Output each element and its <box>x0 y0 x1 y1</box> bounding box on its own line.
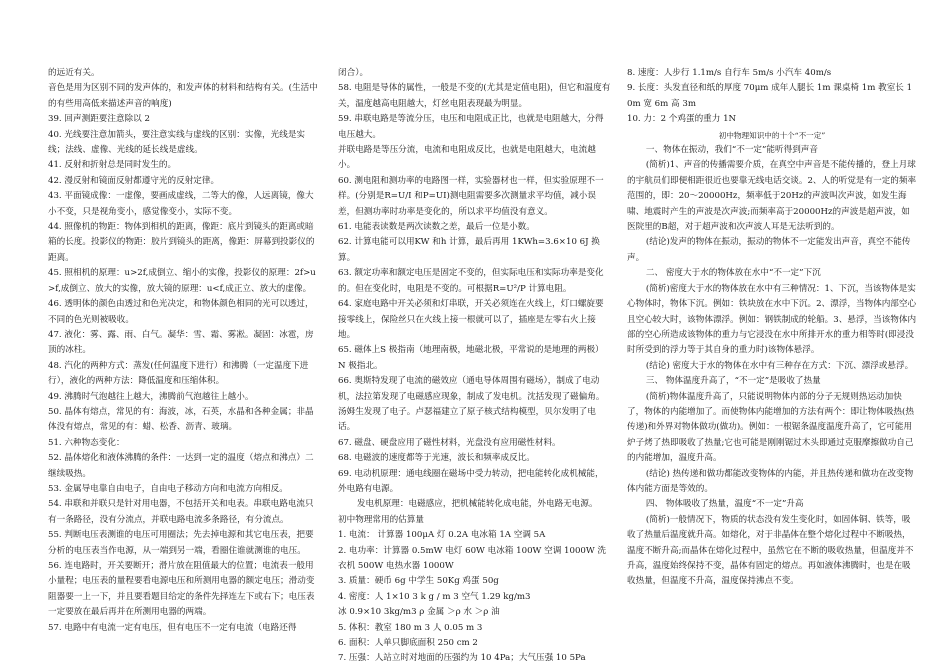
paragraph: 7. 压强：人站立时对地面的压强约为 10 4Pa；大气压强 10 5Pa <box>338 653 586 664</box>
paragraph: 四、 物体吸收了热量，温度“不一定”升高 <box>645 499 804 510</box>
paragraph: 41. 反射和折射总是同时发生的。 <box>48 160 177 171</box>
paragraph: 68. 电磁波的速度都等于光速，波长和频率成反比。 <box>338 453 535 464</box>
paragraph: 并联电路是等压分流，电流和电阻成反比，也就是电阻越大，电流越小。 <box>338 145 596 171</box>
paragraph: 39. 回声测距要注意除以 2 <box>48 114 150 125</box>
paragraph: 2. 电功率：计算器 0.5mW 电灯 60W 电冰箱 100W 空调 1000W 洗衣机 500W 电热水器 1000W <box>338 545 607 571</box>
paragraph: 49. 沸腾时气泡越往上越大，沸腾前气泡越往上越小。 <box>48 391 254 402</box>
paragraph: 一、物体在振动，我们“不一定”能听得到声音 <box>645 145 818 156</box>
text-column-middle <box>338 66 611 667</box>
paragraph: 初中物理知识中的十个“不一定” <box>718 130 826 140</box>
paragraph: 4. 密度：人 1×10 3 k g / m 3 空气 1.29 kg/m3 <box>338 591 531 602</box>
paragraph: 50. 晶体有熔点，常见的有：海波，冰，石英，水晶和各种金属；非晶体没有熔点，常见的有：蜡、松香、沥青、玻璃。 <box>48 406 314 433</box>
paragraph: 54. 串联和并联只是针对用电器，不包括开关和电表。串联电路电流只有一条路径，没有分流点，并联电路电流多条路径，有分流点。 <box>48 499 314 525</box>
text-column-left <box>48 66 321 636</box>
paragraph: 40. 光线要注意加箭头，要注意实线与虚线的区别：实像，光线是实线；法线、虚像、光线的延长线是虚线。 <box>48 129 306 156</box>
paragraph: 55. 判断电压表测谁的电压可用圈法；先去掉电源和其它电压表，把要分析的电压表当作电源，从一端到另一端，看圈住谁就测谁的电压。 <box>48 530 314 556</box>
paragraph: 58. 电阻是导体的属性，一般是不变的(尤其是定值电阻)，但它和温度有关，温度越高电阻越大，灯丝电阻表现最为明显。 <box>338 83 611 109</box>
paragraph: (结论)发声的物体在振动，振动的物体不一定能发出声音，真空不能传声。 <box>627 237 911 263</box>
paragraph: 69. 电动机原理：通电线圈在磁场中受力转动，把电能转化成机械能，外电路有电源。 <box>338 468 604 494</box>
paragraph: 初中物理常用的估算量 <box>338 514 424 525</box>
paragraph: 46. 透明体的颜色由透过和色光决定，和物体颜色相同的光可以透过，不同的色光则被吸收。 <box>48 299 314 325</box>
paragraph: 61. 电能表读数是两次读数之差，最后一位是小数。 <box>338 222 535 233</box>
paragraph: 48. 汽化的两种方式：蒸发(任何温度下进行）和沸腾（一定温度下进行），液化的两种方法：降低温度和压缩体积。 <box>48 360 309 387</box>
paragraph: 53. 金属导电靠自由电子，自由电子移动方向和电流方向相反。 <box>48 483 288 494</box>
paragraph: 64. 家庭电路中开关必须和灯串联，开关必须连在火线上，灯口螺旋要接零线上，保险丝只在火线上接一根就可以了，插座是左零右火上接地。 <box>338 299 604 340</box>
paragraph: 47. 液化：雾、露、雨、白气。凝华：雪、霜、雾凇。凝固：冰雹，房顶的冰柱。 <box>48 329 314 356</box>
paragraph: 63. 额定功率和额定电压是固定不变的，但实际电压和实际功率是变化的。但在变化时，电阻是不变的。可根据R=U²/P 计算电阻。 <box>338 268 604 294</box>
paragraph: 56. 连电路时，开关要断开；滑片放在阻值最大的位置；电流表一般用小量程；电压表的量程要看电源电压和所测用电器的额定电压；滑动变阻器要一上一下，并且要看题目给定的条件先择连左下或右下；电压表一定要放在最后再并在所测用电器的两端。 <box>48 561 315 618</box>
paragraph: 音色是用为区别不同的发声体的，和发声体的材料和结构有关。(生活中的有些用高低来描述声音的响度) <box>48 83 318 109</box>
paragraph: (简析)物体温度升高了，只能说明物体内部的分子无规则热运动加快了，物体的内能增加了。而使物体内能增加的方法有两个：即让物体吸热(热传递)和外界对物体做功(做功)。例如：一根锯条温度温度升高了，它可能用炉子烤了热即吸收了热量;它也可能是刚刚锯过木头即通过克服摩擦做功自己的内能增加，温度升高。 <box>627 391 914 464</box>
paragraph: 二、 密度大于水的物体放在水中“不一定”下沉 <box>645 268 821 279</box>
paragraph: 59. 串联电路是等流分压，电压和电阻成正比，也就是电阻越大，分得电压越大。 <box>338 114 604 140</box>
paragraph: 三、 物体温度升高了，“不一定”是吸收了热量 <box>645 376 821 387</box>
paragraph: 6. 面积：人单只脚底面积 250 cm 2 <box>338 638 478 649</box>
paragraph: 62. 计算电能可以用KW 和h 计算，最后再用 1KWh=3.6×10 6J 换算。 <box>338 237 600 263</box>
paragraph: 51. 六种物态变化： <box>48 437 125 448</box>
paragraph: (简析)密度大于水的物体放在水中有三种情况：1、下沉，当该物体是实心物体时，物体下沉。例如：铁块放在水中下沉。2、漂浮，当物体内部空心且空心较大时，该物体漂浮。例如：钢铁制成的轮船。3、悬浮，当该物体内部的空心所造成该物体的重力与它浸没在水中所排开水的重力相等时(即浸没时所受到的浮力等于其自身的重力时)该物体悬浮。 <box>627 283 917 356</box>
paragraph: 44. 照像机的物距：物体到相机的距离，像距：底片到镜头的距离或暗箱的长度。投影仪的物距：胶片到镜头的距离，像距：屏幕到投影仪的距离。 <box>48 222 315 263</box>
text-column-right <box>627 66 917 590</box>
paragraph: (结论) 热传递和做功都能改变物体的内能，并且热传递和做功在改变物体内能方面是等效的。 <box>627 468 914 494</box>
paragraph: (结论) 密度大于水的物体在水中有三种存在方式：下沉、漂浮或悬浮。 <box>645 360 914 371</box>
paragraph: 闭合）。 <box>338 68 369 78</box>
paragraph: 67. 磁盘、硬盘应用了磁性材料，光盘没有应用磁性材料。 <box>338 437 561 448</box>
paragraph: 65. 磁体上S 极指南（地理南极，地磁北极，平常说的是地理的两极）N 极指北。 <box>338 345 604 371</box>
paragraph: 发电机原理：电磁感应，把机械能转化成电能，外电路无电源。 <box>356 499 598 510</box>
paragraph: (简析)1、声音的传播需要介质，在真空中声音是不能传播的，登上月球的宇航员们即便相距很近也要靠无线电话交谈。2、人的听觉是有一定的频率范围的，即：20～20000Hz，频率低于20Hz的声波叫次声波，如发生海啸、地震时产生的声波是次声波;而频率高于20000Hz的声波是超声波，如医院里的B超，对于超声波和次声波人耳是无法听到的。 <box>627 160 917 233</box>
paragraph: 8. 速度：人步行 1.1m/s 自行车 5m/s 小汽车 40m/s <box>627 68 832 78</box>
paragraph: 3. 质量：硬币 6g 中学生 50Kg 鸡蛋 50g <box>338 576 499 587</box>
paragraph: 的远近有关。 <box>48 68 100 78</box>
paragraph: 5. 体积：教室 180 m 3 人 0.05 m 3 <box>338 622 483 633</box>
paragraph: 1. 电流： 计算器 100μA 灯 0.2A 电冰箱 1A 空调 5A <box>338 530 546 541</box>
paragraph: 45. 照相机的原理：u>2f,成倒立、缩小的实像，投影仪的原理：2f>u>f,成倒立、放大的实像，放大镜的原理：u<f,成正立、放大的虚像。 <box>48 268 316 294</box>
paragraph: 9. 长度：头发直径和纸的厚度 70μm 成年人腿长 1m 课桌椅 1m 教室长 10m 宽 6m 高 3m <box>627 83 913 109</box>
paragraph: (简析)一般情况下，物质的状态没有发生变化时，如固体铜、铁等，吸收了热量后温度就升高。如熔化，对于非晶体在整个熔化过程中不断吸热，温度不断升高;而晶体在熔化过程中，虽然它在不断的吸收热量，但温度并不升高，温度始终保持不变，晶体有固定的熔点。再如液体沸腾时，也是在吸收热量，但温度不升高，温度保持沸点不变。 <box>627 514 914 587</box>
paragraph: 10. 力：2 个鸡蛋的重力 1N <box>627 114 737 125</box>
paragraph: 52. 晶体熔化和液体沸腾的条件：一达到一定的温度（熔点和沸点）二继续吸热。 <box>48 453 314 479</box>
paragraph: 42. 漫反射和镜面反射都遵守光的反射定律。 <box>48 175 220 186</box>
paragraph: 冰 0.9×10 3kg/m3 ρ 金属 ＞ρ 水 ＞ρ 油 <box>338 607 500 618</box>
paragraph: 57. 电路中有电流一定有电压，但有电压不一定有电流（电路还得 <box>48 622 297 633</box>
paragraph: 66. 奥斯特发现了电流的磁效应（通电导体周围有磁场），制成了电动机，法拉第发现了电磁感应现象，制成了发电机。沈括发现了磁偏角。汤姆生发现了电子。卢瑟福建立了原子核式结构模型，贝尔发明了电话。 <box>338 376 605 433</box>
paragraph: 43. 平面镜成像：一虚像，要画成虚线，二等大的像，人远离镜，像大小不变，只是视角变小，感觉像变小，实际不变。 <box>48 191 314 217</box>
paragraph: 60. 测电阻和测功率的电路图一样，实验器材也一样，但实验原理不一样。(分别是R=U/I 和P=UI)测电阻需要多次测量求平均值，减小误差，但测功率时功率是变化的，所以求平均值没有意义。 <box>338 175 604 217</box>
